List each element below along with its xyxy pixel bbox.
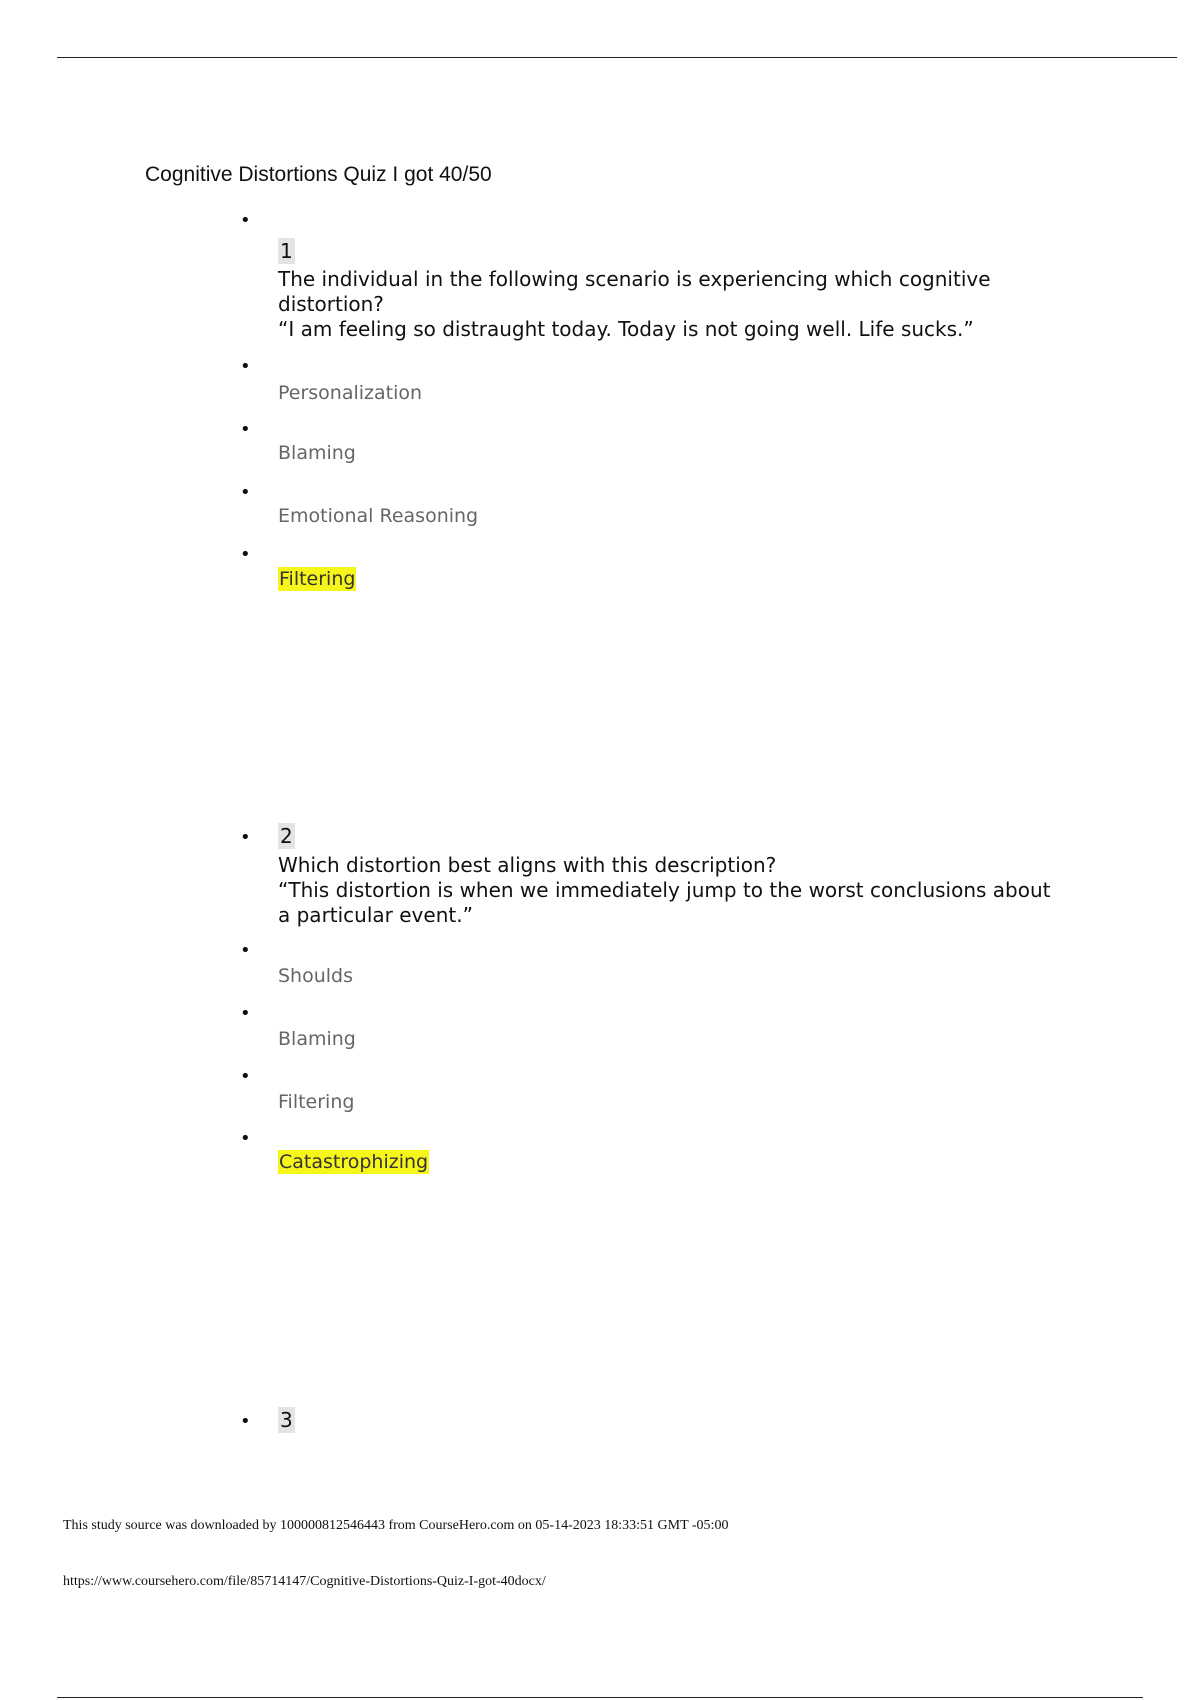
- question-1-prompt: The individual in the following scenario is experiencing which cognitive distortion?: [278, 267, 991, 316]
- question-2-text: [278, 853, 1058, 928]
- question-2-number: 2: [280, 824, 293, 848]
- question-1-option-4-highlighted[interactable]: Filtering: [279, 568, 356, 590]
- question-2-option-2[interactable]: Blaming: [278, 1028, 356, 1050]
- bullet-q2-opt2: •: [240, 1003, 251, 1024]
- question-2-option-4-highlighted[interactable]: Catastrophizing: [279, 1151, 429, 1173]
- bullet-q1-opt1: •: [240, 356, 251, 377]
- question-3-number: 3: [280, 1408, 293, 1432]
- bottom-rule: [57, 1697, 1143, 1698]
- question-1-number: 1: [280, 239, 293, 263]
- question-2-option-1[interactable]: Shoulds: [278, 965, 354, 987]
- question-1-option-1[interactable]: Personalization: [278, 382, 423, 404]
- bullet-q1: •: [240, 210, 251, 231]
- bullet-q1-opt4: •: [240, 544, 251, 565]
- question-1-quote: “I am feeling so distraught today. Today is not going well. Life sucks.”: [278, 317, 974, 341]
- bullet-q3: •: [240, 1411, 251, 1432]
- question-2-prompt: Which distortion best aligns with this description?: [278, 853, 777, 877]
- bullet-q1-opt2: •: [240, 419, 251, 440]
- question-2-quote: “This distortion is when we immediately jump to the worst conclusions about a particular event.”: [278, 878, 1051, 927]
- question-1-text: [278, 267, 1058, 342]
- document-title: Cognitive Distortions Quiz I got 40/50: [145, 163, 492, 186]
- top-rule: [57, 57, 1177, 58]
- download-source-line: This study source was downloaded by 100000812546443 from CourseHero.com on 05-14-2023 18:33:51 GMT -05:00: [63, 1518, 729, 1533]
- bullet-q2: •: [240, 827, 251, 848]
- question-2-option-3[interactable]: Filtering: [278, 1091, 355, 1113]
- bullet-q2-opt3: •: [240, 1066, 251, 1087]
- bullet-q2-opt1: •: [240, 940, 251, 961]
- bullet-q1-opt3: •: [240, 482, 251, 503]
- question-1-option-3[interactable]: Emotional Reasoning: [278, 505, 479, 527]
- bullet-q2-opt4: •: [240, 1128, 251, 1149]
- source-url-line[interactable]: https://www.coursehero.com/file/85714147/Cognitive-Distortions-Quiz-I-got-40docx/: [63, 1574, 546, 1589]
- question-1-option-2[interactable]: Blaming: [278, 442, 356, 464]
